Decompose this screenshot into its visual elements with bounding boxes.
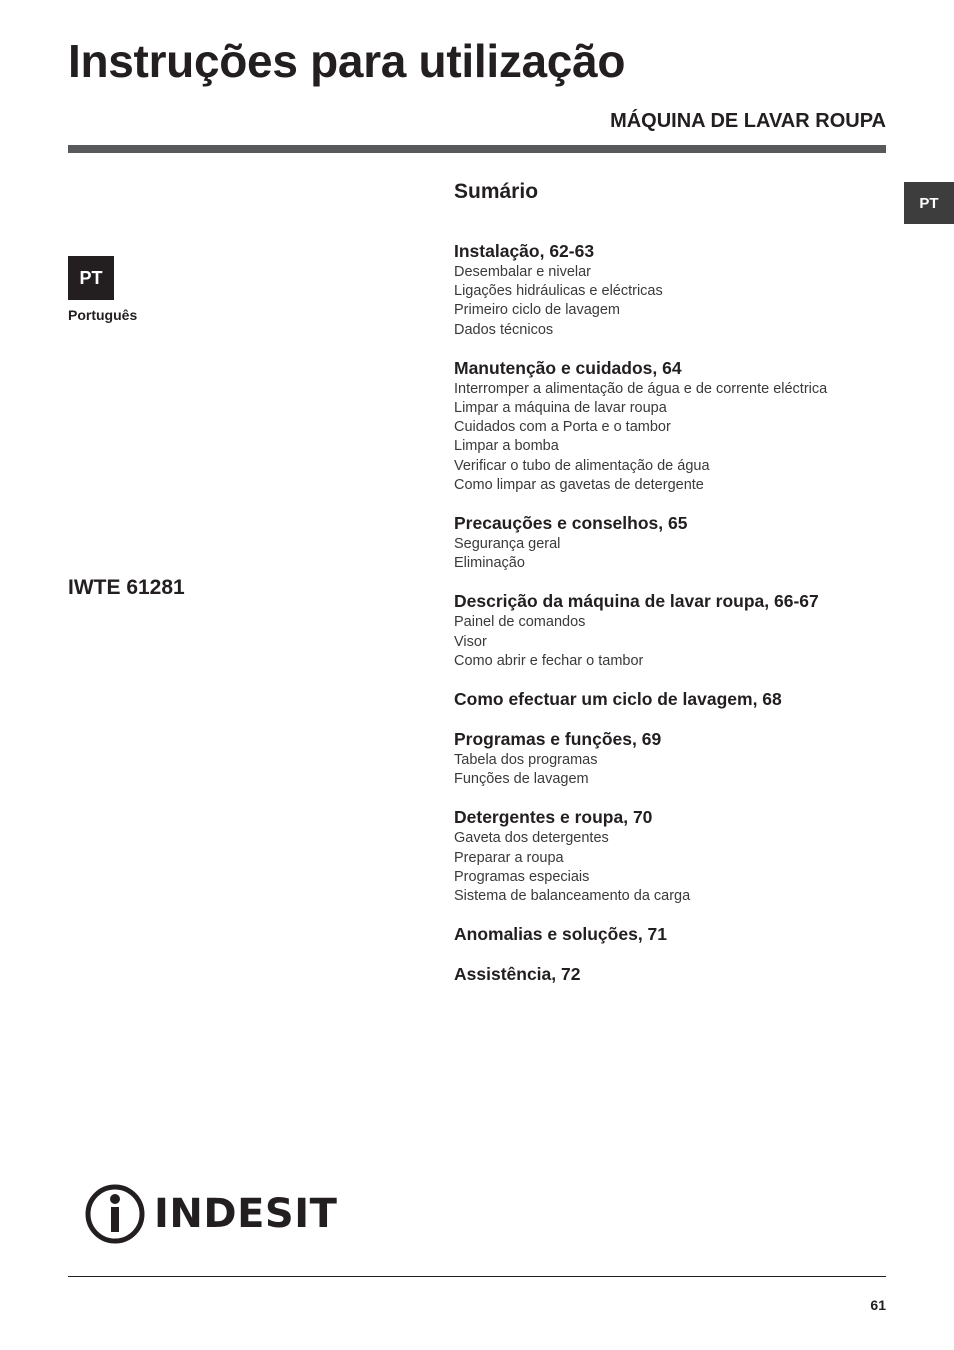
toc-item: Tabela dos programas <box>454 752 598 769</box>
toc-section-heading: Detergentes e roupa, 70 <box>454 807 653 828</box>
toc-section-heading: Anomalias e soluções, 71 <box>454 924 668 945</box>
toc-section <box>454 962 894 986</box>
toc-item: Interromper a alimentação de água e de corrente eléctrica <box>454 380 828 397</box>
toc-item: Visor <box>454 633 487 650</box>
header-divider <box>68 145 886 153</box>
toc-item: Ligações hidráulicas e eléctricas <box>454 283 663 300</box>
toc-item: Painel de comandos <box>454 614 586 631</box>
toc-section <box>454 239 894 340</box>
toc-item: Funções de lavagem <box>454 771 589 788</box>
table-of-contents <box>454 239 894 1002</box>
page-number: 61 <box>870 1297 886 1313</box>
toc-item: Gaveta dos detergentes <box>454 830 609 847</box>
footer-divider <box>68 1276 886 1277</box>
toc-item: Limpar a bomba <box>454 438 559 455</box>
toc-item: Como limpar as gavetas de detergente <box>454 476 704 493</box>
page-subtitle: MÁQUINA DE LAVAR ROUPA <box>610 110 886 132</box>
toc-section <box>454 805 894 906</box>
toc-item: Programas especiais <box>454 868 590 885</box>
toc-item: Como abrir e fechar o tambor <box>454 652 644 669</box>
brand-logo <box>84 1183 337 1245</box>
toc-item: Preparar a roupa <box>454 849 564 866</box>
toc-item: Cuidados com a Porta e o tambor <box>454 419 671 436</box>
toc-title: Sumário <box>454 180 539 203</box>
toc-item: Verificar o tubo de alimentação de água <box>454 457 710 474</box>
toc-section-heading: Instalação, 62-63 <box>454 241 595 261</box>
toc-section-heading: Precauções e conselhos, 65 <box>454 513 688 534</box>
toc-item: Eliminação <box>454 555 525 572</box>
toc-section <box>454 922 894 946</box>
brand-wordmark: INDESIT <box>154 1191 338 1237</box>
indesit-logo-icon <box>84 1183 146 1245</box>
toc-section <box>454 727 894 789</box>
toc-section-heading: Manutenção e cuidados, 64 <box>454 357 682 378</box>
language-name: Português <box>68 307 138 323</box>
toc-section <box>454 511 894 573</box>
toc-section-heading: Descrição da máquina de lavar roupa, 66-67 <box>454 591 819 612</box>
page-title: Instruções para utilização <box>68 35 626 87</box>
toc-section-heading: Assistência, 72 <box>454 964 581 985</box>
toc-item: Desembalar e nivelar <box>454 264 592 280</box>
toc-item: Sistema de balanceamento da carga <box>454 888 691 905</box>
toc-section <box>454 687 894 711</box>
model-number: IWTE 61281 <box>68 576 185 599</box>
toc-section <box>454 589 894 671</box>
toc-item: Dados técnicos <box>454 321 554 338</box>
toc-section <box>454 356 894 495</box>
language-side-tab: PT <box>904 182 954 224</box>
toc-section-heading: Programas e funções, 69 <box>454 729 662 750</box>
language-code-badge: PT <box>68 256 114 300</box>
toc-section-heading: Como efectuar um ciclo de lavagem, 68 <box>454 689 782 710</box>
toc-item: Primeiro ciclo de lavagem <box>454 302 621 319</box>
toc-item: Segurança geral <box>454 536 561 553</box>
toc-item: Limpar a máquina de lavar roupa <box>454 400 667 417</box>
